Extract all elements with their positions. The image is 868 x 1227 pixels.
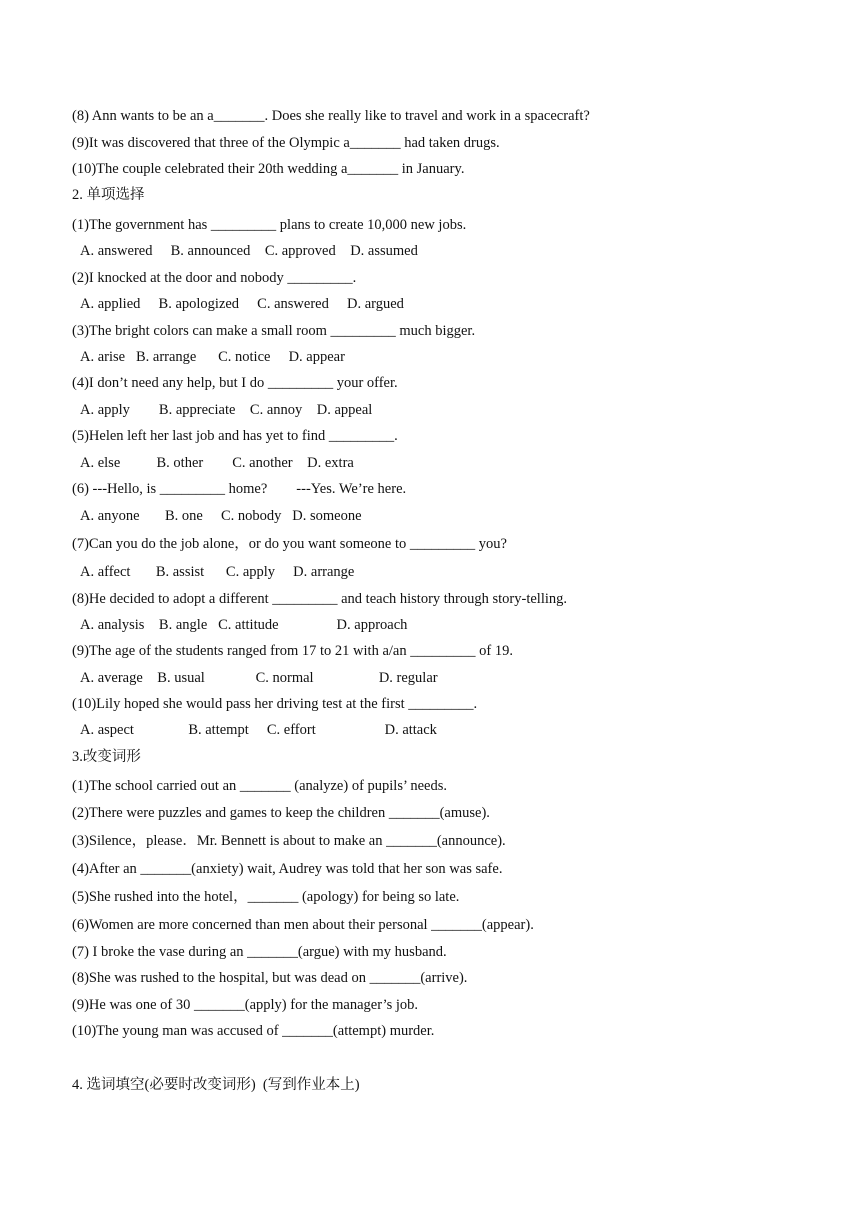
word-form-item-1: (1)The school carried out an _______ (analyze) of pupils’ needs.: [72, 778, 447, 794]
question-8-options: A. analysis B. angle C. attitude D. approach: [80, 617, 408, 633]
word-form-item-8: (8)She was rushed to the hospital, but was dead on _______(arrive).: [72, 970, 468, 986]
question-5-stem: (5)Helen left her last job and has yet to find _________.: [72, 428, 398, 444]
question-7-stem: (7)Can you do the job alone，or do you want someone to _________ you?: [72, 536, 507, 552]
question-9-stem: (9)The age of the students ranged from 17 to 21 with a/an _________ of 19.: [72, 643, 513, 659]
question-10-stem: (10)Lily hoped she would pass her driving test at the first _________.: [72, 696, 478, 712]
word-form-item-2: (2)There were puzzles and games to keep the children _______(amuse).: [72, 805, 490, 821]
word-form-item-6: (6)Women are more concerned than men about their personal _______(appear).: [72, 917, 534, 933]
word-form-item-4: (4)After an _______(anxiety) wait, Audrey was told that her son was safe.: [72, 861, 503, 877]
word-form-item-3: (3)Silence，please．Mr. Bennett is about to make an _______(announce).: [72, 833, 506, 849]
fill-blank-item-9: (9)It was discovered that three of the Olympic a_______ had taken drugs.: [72, 135, 500, 151]
section4-heading: 4. 选词填空(必要时改变词形) (写到作业本上): [72, 1077, 360, 1093]
question-1-stem: (1)The government has _________ plans to create 10,000 new jobs.: [72, 217, 467, 233]
section3-heading: 3.改变词形: [72, 749, 141, 765]
question-6-stem: (6) ---Hello, is _________ home? ---Yes. We’re here.: [72, 481, 407, 497]
question-8-stem: (8)He decided to adopt a different _________ and teach history through story-telling.: [72, 591, 568, 607]
question-6-options: A. anyone B. one C. nobody D. someone: [80, 508, 362, 524]
word-form-item-10: (10)The young man was accused of _______(attempt) murder.: [72, 1023, 435, 1039]
question-3-options: A. arise B. arrange C. notice D. appear: [80, 349, 345, 365]
question-2-options: A. applied B. apologized C. answered D. argued: [80, 296, 404, 312]
word-form-item-7: (7) I broke the vase during an _______(argue) with my husband.: [72, 944, 447, 960]
question-9-options: A. average B. usual C. normal D. regular: [80, 670, 438, 686]
question-4-options: A. apply B. appreciate C. annoy D. appeal: [80, 402, 373, 418]
question-1-options: A. answered B. announced C. approved D. assumed: [80, 243, 418, 259]
section2-heading: 2. 单项选择: [72, 187, 145, 203]
question-5-options: A. else B. other C. another D. extra: [80, 455, 354, 471]
question-4-stem: (4)I don’t need any help, but I do _________ your offer.: [72, 375, 398, 391]
question-10-options: A. aspect B. attempt C. effort D. attack: [80, 722, 437, 738]
word-form-item-5: (5)She rushed into the hotel，_______ (apology) for being so late.: [72, 889, 460, 905]
word-form-item-9: (9)He was one of 30 _______(apply) for the manager’s job.: [72, 997, 419, 1013]
question-3-stem: (3)The bright colors can make a small room _________ much bigger.: [72, 323, 476, 339]
question-2-stem: (2)I knocked at the door and nobody _________.: [72, 270, 357, 286]
question-7-options: A. affect B. assist C. apply D. arrange: [80, 564, 355, 580]
fill-blank-item-8: (8) Ann wants to be an a_______. Does she really like to travel and work in a spacecraft?: [72, 108, 590, 124]
fill-blank-item-10: (10)The couple celebrated their 20th wedding a_______ in January.: [72, 161, 465, 177]
